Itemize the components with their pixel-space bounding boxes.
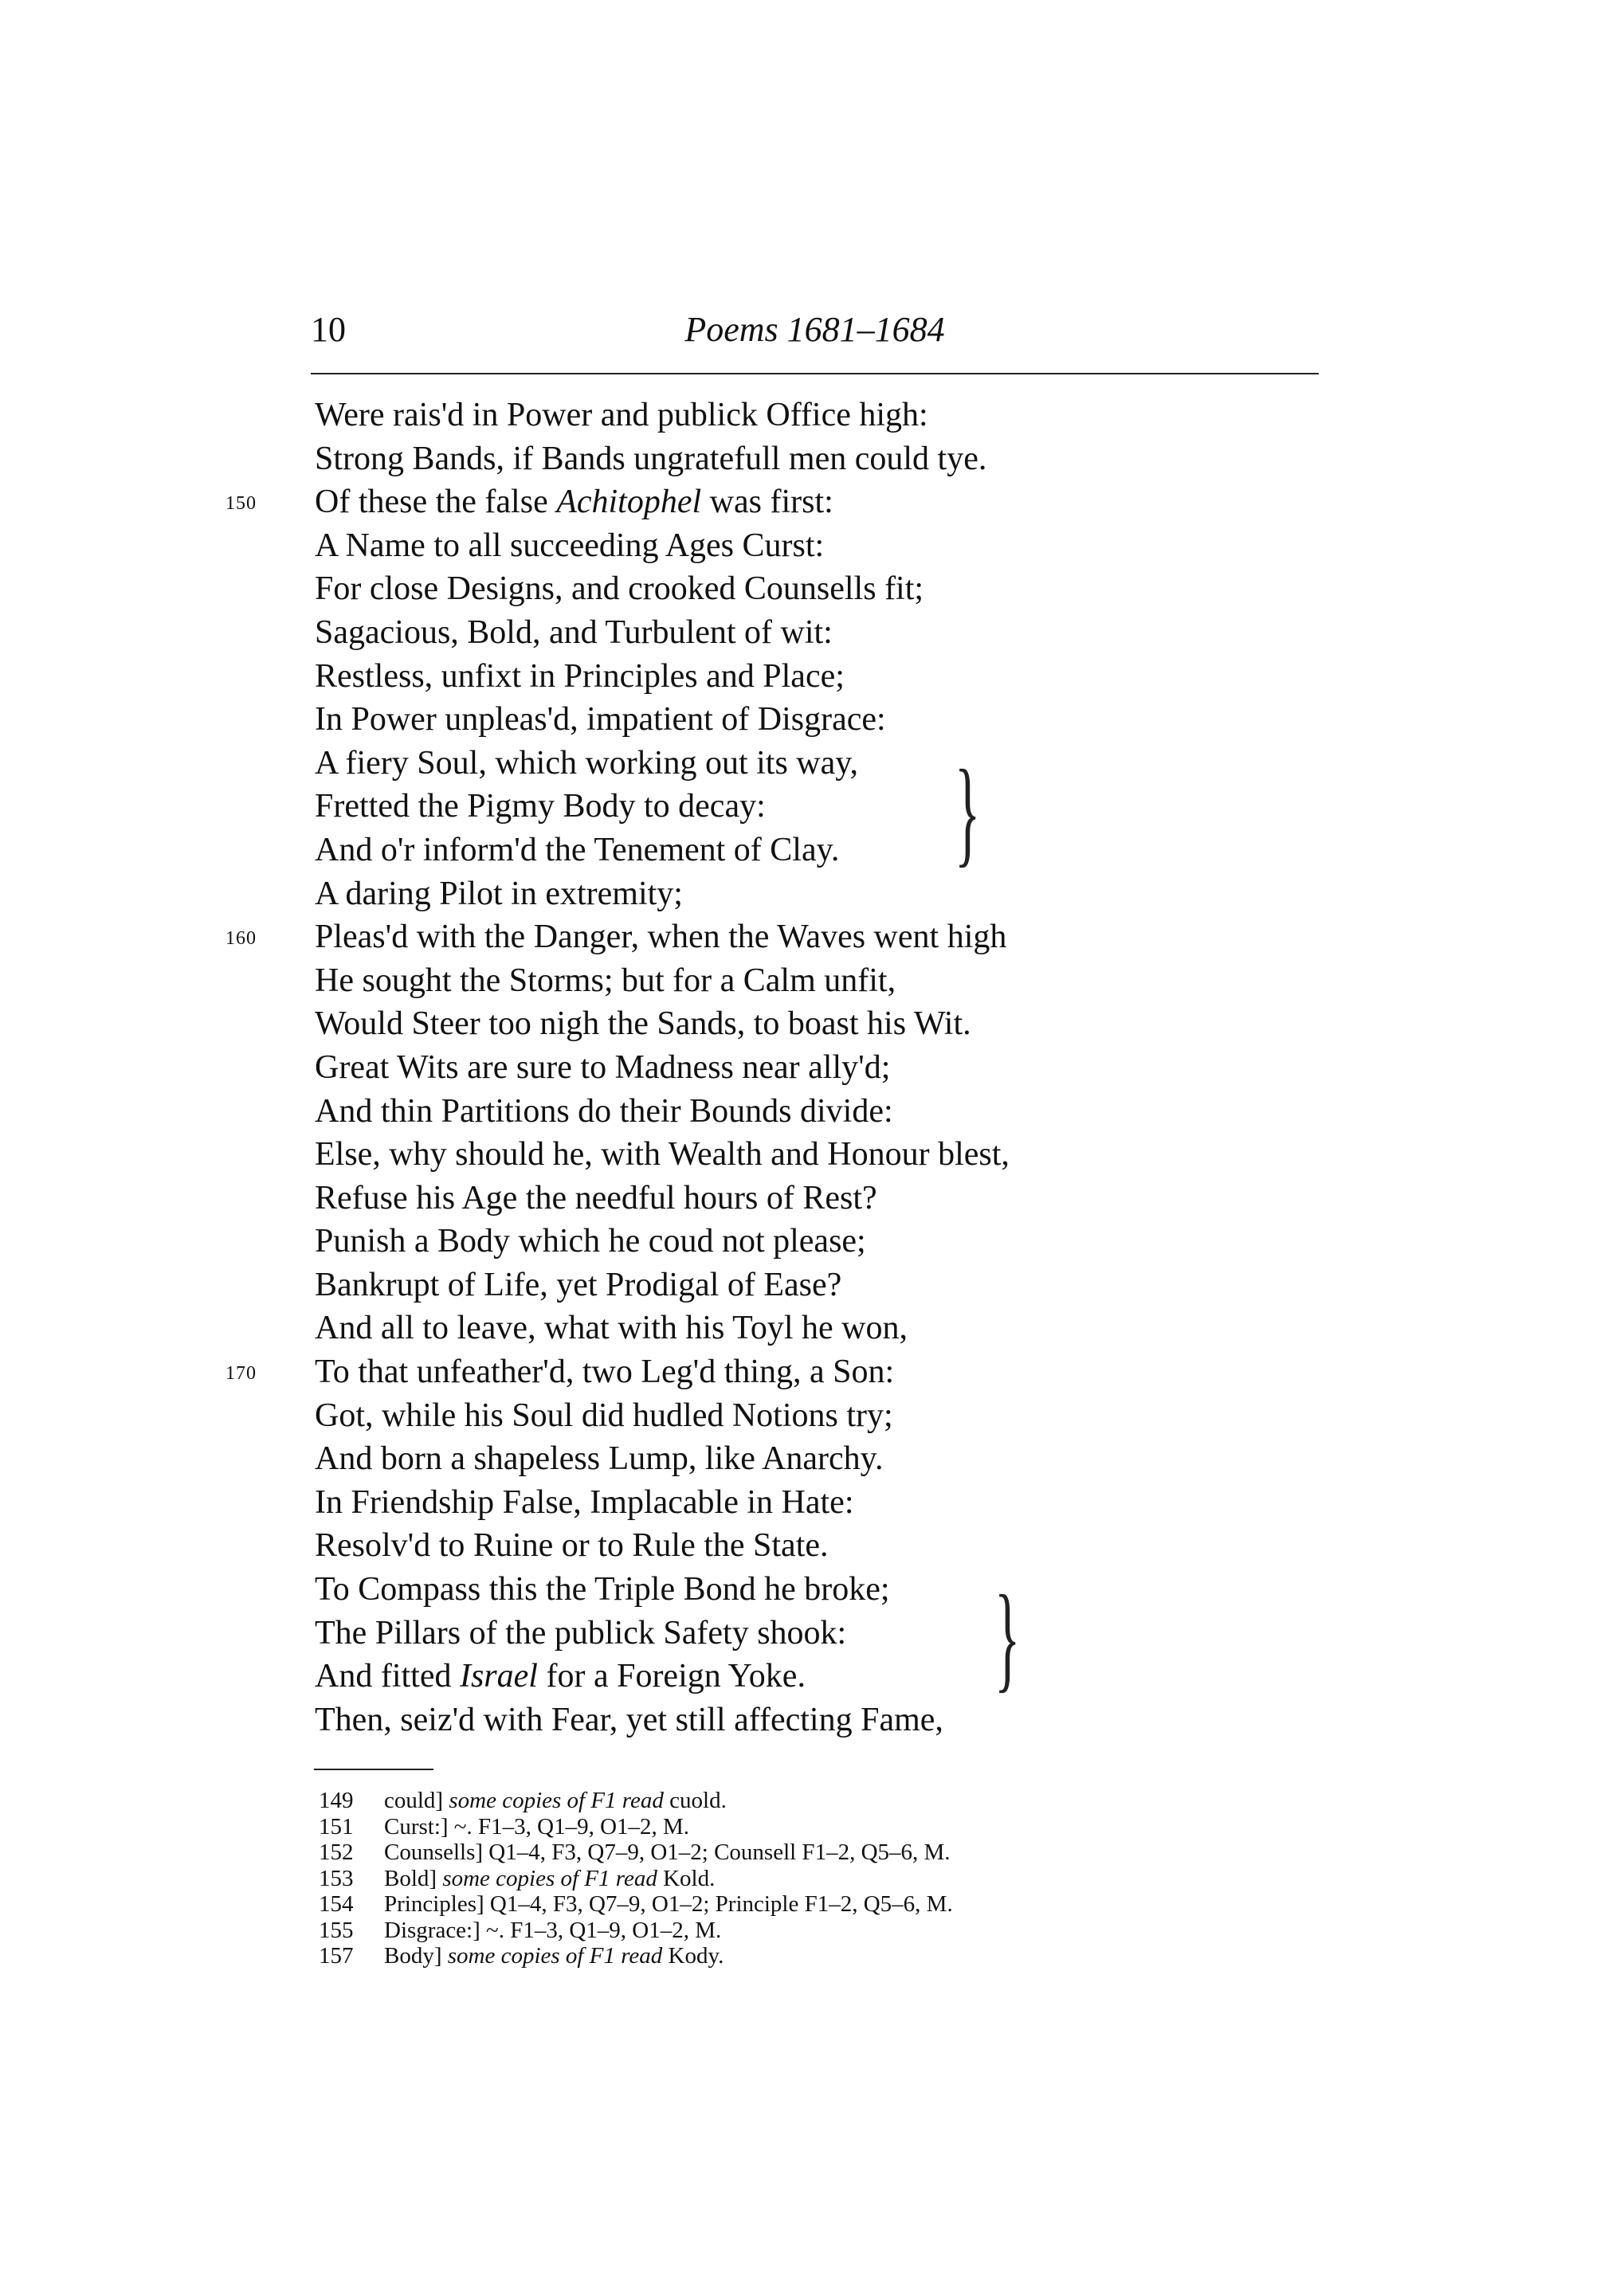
footnote-line-ref: 157 <box>319 1943 354 1969</box>
verse-line: In Power unpleas'd, impatient of Disgrace: <box>315 701 886 739</box>
page-header <box>311 309 1319 366</box>
footnote: 149 could] some copies of F1 read cuold. <box>319 1788 727 1813</box>
verse-line: Sagacious, Bold, and Turbulent of wit: <box>315 613 833 651</box>
triplet-brace: } <box>994 1571 1021 1703</box>
footnote-line-ref: 155 <box>319 1917 354 1943</box>
verse-line: 150 Of these the false Achitophel was first: <box>315 480 1271 524</box>
page-number: 10 <box>311 310 346 349</box>
footnote: 155 Disgrace:] ~. F1–3, Q1–9, O1–2, M. <box>319 1917 722 1943</box>
verse-line: A Name to all succeeding Ages Curst: <box>315 527 825 564</box>
verse-line: Would Steer too nigh the Sands, to boast his Wit. <box>315 1005 971 1043</box>
verse-line: And o'r inform'd the Tenement of Clay. <box>315 831 840 868</box>
verse-line: A daring Pilot in extremity; <box>315 875 683 912</box>
verse-line: He sought the Storms; but for a Calm unfit, <box>315 962 896 999</box>
footnote-line-ref: 152 <box>319 1840 354 1865</box>
footnote-line-ref: 153 <box>319 1865 354 1891</box>
footnote: 157 Body] some copies of F1 read Kody. <box>319 1943 724 1969</box>
verse-line: In Friendship False, Implacable in Hate: <box>315 1483 854 1521</box>
verse-line: Else, why should he, with Wealth and Honour blest, <box>315 1136 1010 1173</box>
verse-line: To Compass this the Triple Bond he broke; <box>315 1571 890 1608</box>
verse-line: Bankrupt of Life, yet Prodigal of Ease? <box>315 1266 842 1303</box>
running-title: Poems 1681–1684 <box>684 310 945 349</box>
footnote-line-ref: 149 <box>319 1788 354 1813</box>
verse-line: Fretted the Pigmy Body to decay: <box>315 788 766 825</box>
triplet-brace: } <box>955 746 981 878</box>
footnote-rule <box>314 1769 433 1770</box>
verse-line: Then, seiz'd with Fear, yet still affecting Fame, <box>315 1701 943 1738</box>
verse-line: The Pillars of the publick Safety shook: <box>315 1614 847 1651</box>
footnotes <box>319 1788 1275 1969</box>
verse-line: And all to leave, what with his Toyl he won, <box>315 1310 908 1347</box>
footnote-line-ref: 154 <box>319 1891 354 1917</box>
verse-line: For close Designs, and crooked Counsells fit; <box>315 570 924 608</box>
header-rule <box>311 373 1319 374</box>
footnote-line-ref: 151 <box>319 1813 354 1840</box>
verse-line: Got, while his Soul did hudled Notions try; <box>315 1397 893 1434</box>
verse-line: A fiery Soul, which working out its way, <box>315 744 859 782</box>
line-number: 150 <box>225 493 257 515</box>
verse-line: And thin Partitions do their Bounds divide: <box>315 1092 893 1130</box>
verse-line: Punish a Body which he coud not please; <box>315 1223 866 1260</box>
verse-line: Resolv'd to Ruine or to Rule the State. <box>315 1527 829 1565</box>
verse-line: Strong Bands, if Bands ungratefull men could tye. <box>315 440 987 477</box>
verse-line: Restless, unfixt in Principles and Place; <box>315 657 845 695</box>
verse-line: And fitted Israel for a Foreign Yoke. <box>315 1658 806 1695</box>
footnote: 152 Counsells] Q1–4, F3, Q7–9, O1–2; Counsell F1–2, Q5–6, M. <box>319 1840 951 1865</box>
poem-body <box>225 394 1271 1742</box>
line-number: 170 <box>225 1363 257 1385</box>
verse-line: Refuse his Age the needful hours of Rest? <box>315 1179 877 1217</box>
verse-line: 160 Pleas'd with the Danger, when the Waves went high <box>315 915 1271 959</box>
footnote: 151 Curst:] ~. F1–3, Q1–9, O1–2, M. <box>319 1813 690 1840</box>
verse-line: 170 To that unfeather'd, two Leg'd thing, a Son: <box>315 1350 1271 1394</box>
footnote: 153 Bold] some copies of F1 read Kold. <box>319 1865 716 1891</box>
verse-line: Were rais'd in Power and publick Office high: <box>315 397 928 433</box>
footnote: 154 Principles] Q1–4, F3, Q7–9, O1–2; Principle F1–2, Q5–6, M. <box>319 1891 953 1917</box>
verse-line: Great Wits are sure to Madness near ally'd; <box>315 1048 891 1086</box>
verse-line: And born a shapeless Lump, like Anarchy. <box>315 1440 884 1478</box>
line-number: 160 <box>225 928 257 950</box>
